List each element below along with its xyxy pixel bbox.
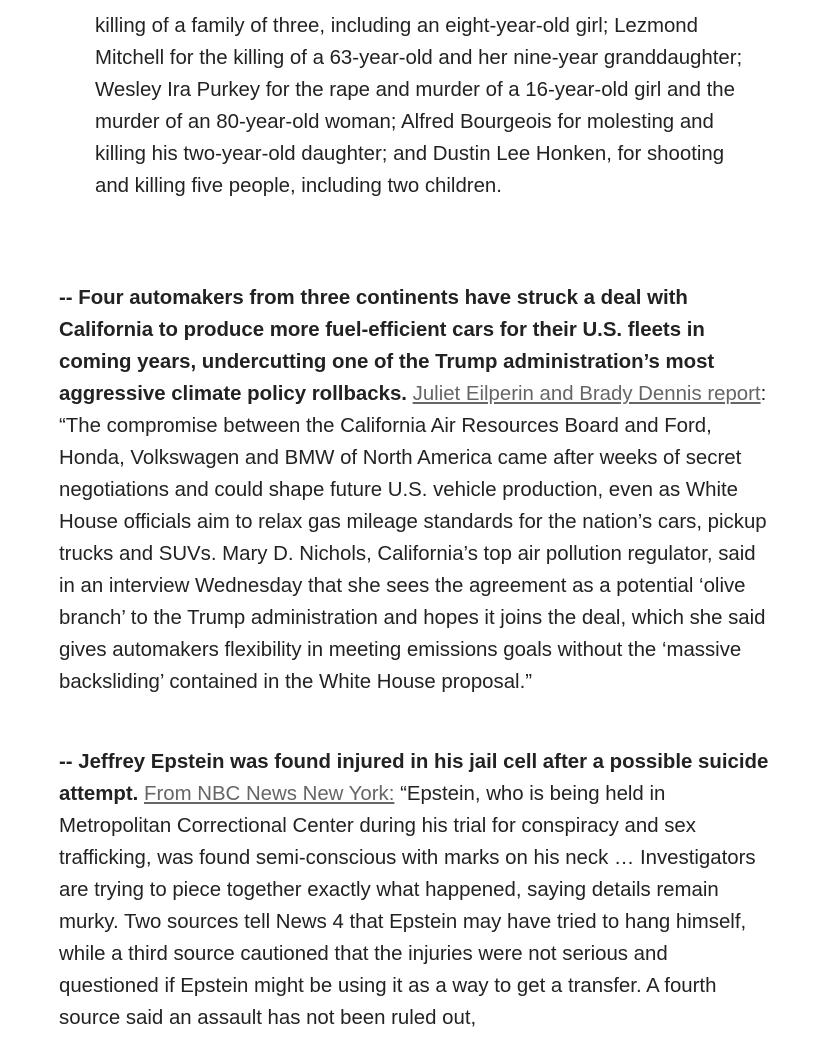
news-item-body: “Epstein, who is being held in Metropolitan Correctional Center during his trial for conspiracy and sex trafficking, was found semi-conscious with marks on his neck … Investigators are trying to piece together exactly what happened, saying details remain murky. Two sources tell News 4 that Epstein may have tried to hang himself, while a third source cautioned that the injuries were not serious and questioned if Epstein might be using it as a way to get a transfer. A fourth source said an assault has not been ruled out, — [59, 783, 756, 1029]
source-link[interactable]: From NBC News New York: — [143, 783, 395, 805]
news-item-lead: -- Four automakers from three continents have struck a deal with California to produce more fuel-efficient cars for their U.S. fleets in coming years, undercutting one of the Trump administration’s most aggressive climate policy rollbacks. — [59, 287, 715, 405]
news-item-fuel-efficiency — [59, 282, 769, 698]
quote-continuation: killing of a family of three, including an eight-year-old girl; Lezmond Mitchell for the killing of a 63-year-old and her nine-year granddaughter; Wesley Ira Purkey for the rape and murder of a 16-year-old girl and the murder of an 80-year-old woman; Alfred Bourgeois for molesting and killing his two-year-old daughter; and Dustin Lee Honken, for shooting and killing five people, including two children. — [95, 15, 743, 197]
news-item-lead: -- Jeffrey Epstein was found injured in his jail cell after a possible suicide attempt. — [59, 751, 769, 805]
news-item-body: : “The compromise between the California Air Resources Board and Ford, Honda, Volkswagen and BMW of North America came after weeks of secret negotiations and could shape future U.S. vehicle production, even as White House officials aim to relax gas mileage standards for the nation’s cars, pickup trucks and SUVs. Mary D. Nichols, California’s top air pollution regulator, said in an interview Wednesday that she sees the agreement as a potential ‘olive branch’ to the Trump administration and hopes it joins the deal, which she said gives automakers flexibility in meeting emissions goals without the ‘massive backsliding’ contained in the White House proposal.” — [59, 383, 767, 693]
news-item-epstein — [59, 746, 769, 1034]
report-link[interactable]: Juliet Eilperin and Brady Dennis report — [412, 383, 761, 405]
